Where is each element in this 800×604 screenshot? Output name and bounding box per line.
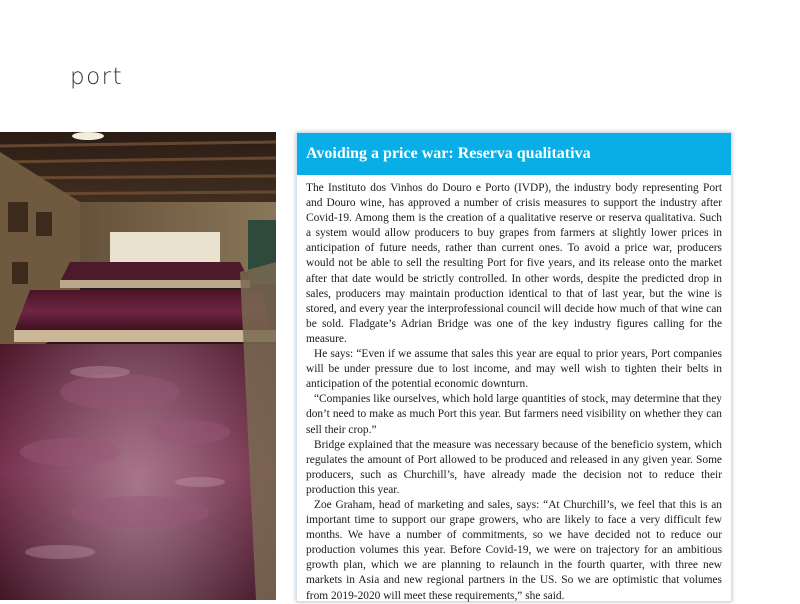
sidebar-paragraph: The Instituto dos Vinhos do Douro e Porto (IVDP), the industry body representing Port and Douro wine, has approved a number of crisis measures to support the industry after Covid-19. Among them is the creation of a qualitative reserve or reserva qualitativa. Such a system would allow producers to buy grapes from farmers at slightly lower prices in anticipation of future needs, rather than current ones. To avoid a price war, producers would not be able to sell the resulting Port for five years, and its release onto the market after that date would be strictly controlled. In other words, despite the predicted drop in sales, producers may maintain production identical to that of last year, but the wine is stored, and every year the interprofessional council will decide how much of that wine can be sold. Fladgate’s Adrian Bridge was one of the key industry figures calling for the measure.: [306, 182, 722, 345]
winery-lagares-photo: [0, 132, 276, 600]
section-label: port: [70, 64, 124, 90]
sidebar-paragraph: “Companies like ourselves, which hold large quantities of stock, may determine that they don’t need to make as much Port this year. But farmers need visibility on whether they can sell their crop.”: [306, 393, 722, 436]
sidebar-box: [296, 132, 732, 602]
sidebar-paragraph: Zoe Graham, head of marketing and sales, says: “At Churchill’s, we feel that this is an important time to support our grape growers, who are likely to face a very difficult few months. We have a number of commitments, so we have decided not to reduce our production volumes this year. Before Covid-19, we were on trajectory for an ambitious growth plan, which we are planning to relaunch in the fourth quarter, with three new markets in Asia and new regional partners in the US. So we are optimistic that volumes from 2019-2020 will meet these requirements,” she said.: [306, 498, 722, 602]
sidebar-title: Avoiding a price war: Reserva qualitativa: [306, 145, 591, 162]
sidebar-paragraph: Bridge explained that the measure was necessary because of the beneficio system, which regulates the amount of Port allowed to be produced and released in any given year. Some producers, such as Churchill’s, have already made the decision not to reduce their production this year.: [306, 438, 722, 496]
sidebar-paragraph: He says: “Even if we assume that sales this year are equal to prior years, Port companies will be under pressure due to lost income, and may well wish to tighten their belts in anticipation of the potential economic downturn.: [306, 348, 722, 391]
sidebar-body: [297, 175, 731, 604]
sidebar-header: [297, 133, 731, 175]
